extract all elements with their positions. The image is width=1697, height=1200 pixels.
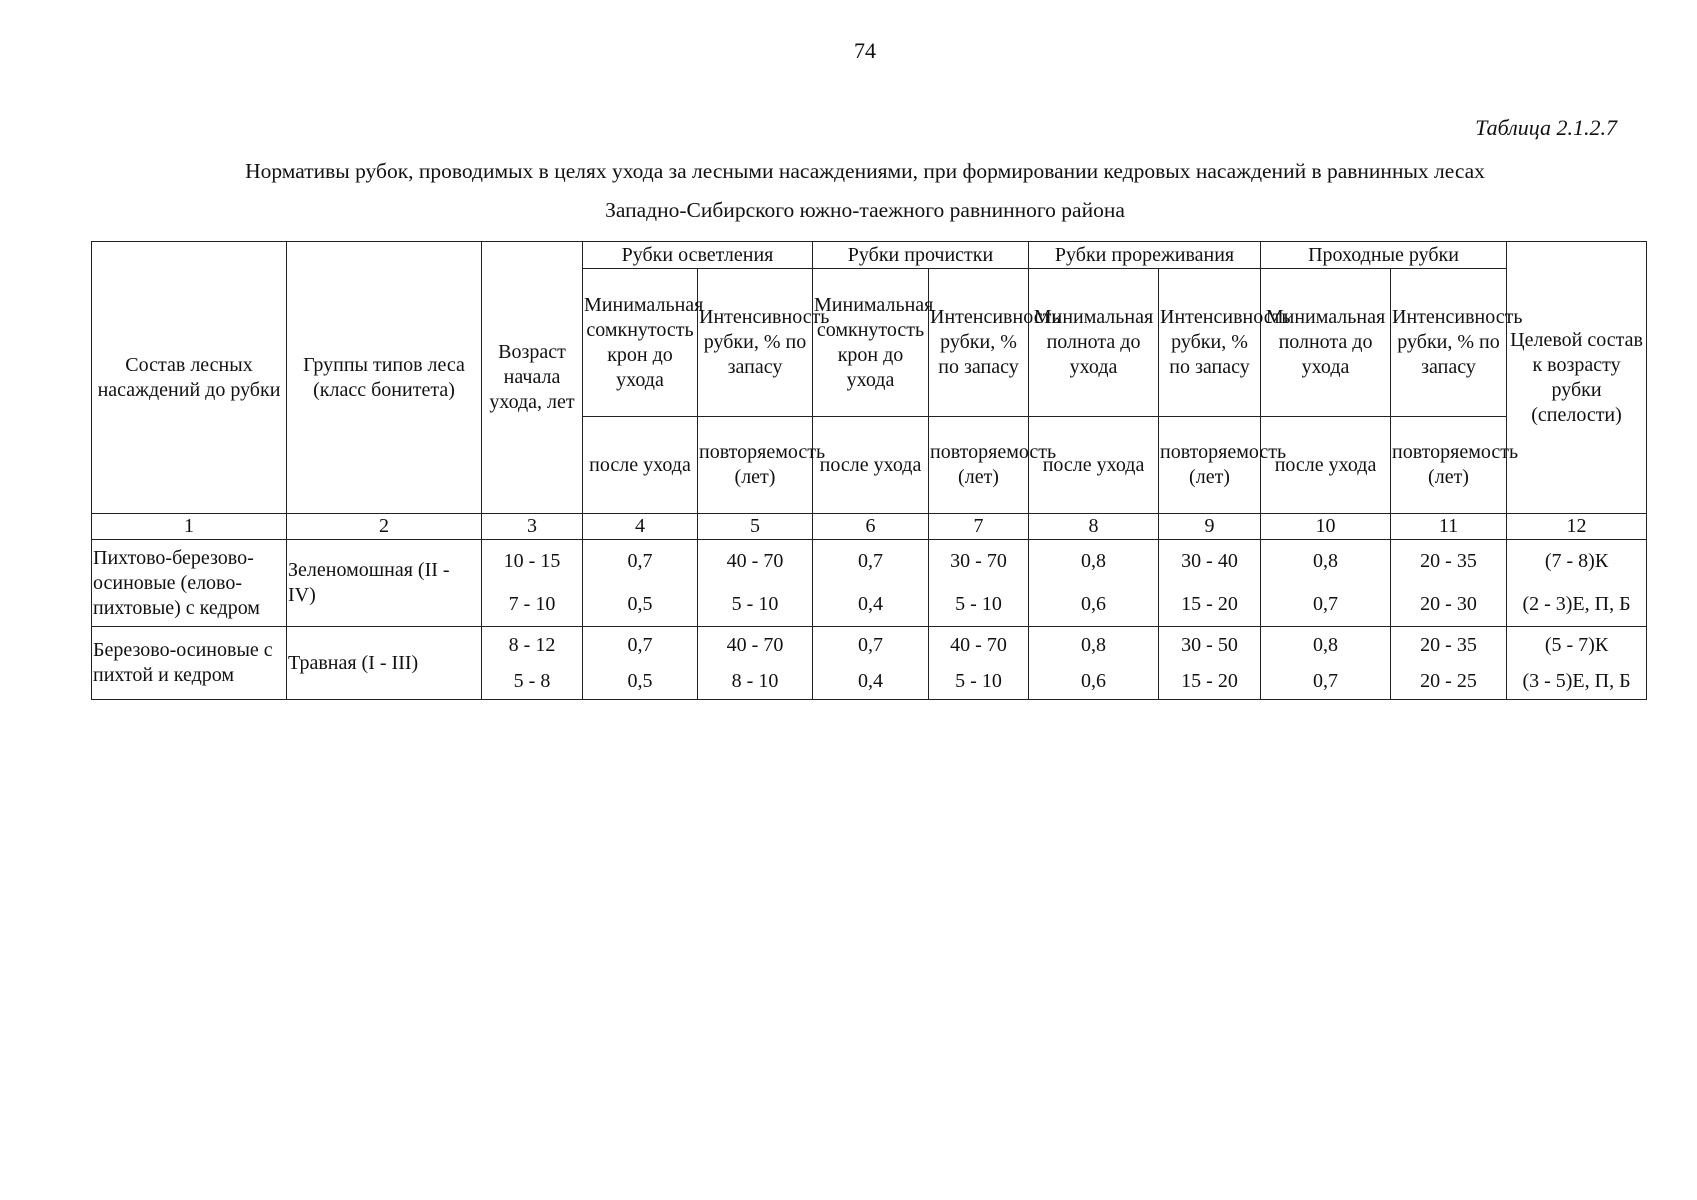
cell-value: (2 - 3)Е, П, Б — [1522, 593, 1631, 615]
cell-value: 40 - 70 — [950, 633, 1007, 656]
cell-value: 5 - 10 — [731, 593, 779, 615]
header-sub-bottom: повторяемость (лет) — [698, 417, 813, 514]
cell-value: 8 - 10 — [731, 669, 779, 692]
cell-value: 15 - 20 — [1181, 593, 1238, 615]
data-cell — [929, 540, 1029, 627]
cell-value: 0,7 — [858, 550, 883, 572]
page-number: 74 — [854, 38, 876, 63]
header-start-age: Возраст начала ухода, лет — [482, 242, 583, 514]
column-number: 10 — [1261, 514, 1391, 540]
cell-value: 0,5 — [627, 669, 653, 692]
cell-value: 0,8 — [1081, 550, 1107, 572]
data-cell — [1029, 627, 1159, 700]
cell-value: 0,7 — [627, 550, 653, 572]
cell-value: 40 - 70 — [726, 633, 784, 656]
table-title-line-2: Западно-Сибирского южно-таежного равнинного района — [605, 198, 1125, 222]
header-group-passing: Проходные рубки — [1261, 242, 1507, 269]
column-number: 6 — [813, 514, 929, 540]
row-composition: Березово-осиновые с пихтой и кедром — [92, 627, 287, 700]
row-composition: Пихтово-березово-осиновые (елово-пихтовые) с кедром — [92, 540, 287, 627]
header-sub-bottom: повторяемость (лет) — [1391, 417, 1507, 514]
data-cell — [1261, 627, 1391, 700]
column-number: 5 — [698, 514, 813, 540]
cell-value: 0,6 — [1081, 593, 1107, 615]
cell-value: 15 - 20 — [1181, 669, 1238, 692]
data-cell — [482, 540, 583, 627]
cell-value: 0,8 — [1313, 550, 1339, 572]
cell-value: 20 - 30 — [1420, 593, 1477, 615]
header-composition: Состав лесных насаждений до рубки — [92, 242, 287, 514]
row-forest-type: Травная (I - III) — [287, 627, 482, 700]
cell-value: 20 - 35 — [1420, 550, 1477, 572]
header-sub-bottom: повторяемость (лет) — [929, 417, 1029, 514]
data-cell — [1261, 540, 1391, 627]
header-sub-top: Минимальная сомкнутость крон до ухода — [813, 269, 929, 417]
cell-value: 7 - 10 — [508, 593, 556, 615]
cell-value: 0,7 — [858, 633, 883, 656]
data-cell — [1507, 540, 1647, 627]
header-sub-bottom: после ухода — [1029, 417, 1159, 514]
header-group-cleaning: Рубки прочистки — [813, 242, 1029, 269]
header-sub-top: Интенсивность рубки, % по запасу — [1159, 269, 1261, 417]
cell-value: 0,6 — [1081, 669, 1107, 692]
cell-value: 0,8 — [1313, 633, 1339, 656]
data-cell — [583, 540, 698, 627]
table-label: Таблица 2.1.2.7 — [1475, 115, 1617, 140]
cell-value: 30 - 50 — [1181, 633, 1238, 656]
header-sub-top: Минимальная сомкнутость крон до ухода — [583, 269, 698, 417]
table-title-line-1: Нормативы рубок, проводимых в целях ухода за лесными насаждениями, при формировании кедровых насаждений в равнинных лесах — [245, 159, 1485, 183]
header-sub-top: Минимальная полнота до ухода — [1261, 269, 1391, 417]
column-number: 1 — [92, 514, 287, 540]
row-forest-type: Зеленомошная (II - IV) — [287, 540, 482, 627]
header-group-thinning: Рубки прореживания — [1029, 242, 1261, 269]
cell-value: (5 - 7)К — [1544, 633, 1609, 656]
column-number: 4 — [583, 514, 698, 540]
cell-value: 30 - 70 — [950, 550, 1007, 572]
data-cell — [813, 627, 929, 700]
data-cell — [482, 627, 583, 700]
cell-value: 40 - 70 — [726, 550, 784, 572]
header-target: Целевой состав к возрасту рубки (спелости) — [1507, 242, 1647, 514]
cell-value: 0,7 — [1313, 669, 1339, 692]
column-number-row — [92, 514, 1647, 540]
data-cell — [1159, 540, 1261, 627]
column-number: 11 — [1391, 514, 1507, 540]
cell-value: 10 - 15 — [503, 550, 561, 572]
data-cell — [1391, 627, 1507, 700]
header-forest-types: Группы типов леса (класс бонитета) — [287, 242, 482, 514]
cell-value: 5 - 10 — [955, 669, 1002, 692]
cell-value: 5 - 10 — [955, 593, 1002, 615]
cell-value: 0,8 — [1081, 633, 1107, 656]
cell-value: 5 - 8 — [513, 669, 551, 692]
header-sub-top: Минимальная полнота до ухода — [1029, 269, 1159, 417]
header-sub-top: Интенсивность рубки, % по запасу — [698, 269, 813, 417]
data-cell — [1391, 540, 1507, 627]
cell-value: 20 - 35 — [1420, 633, 1477, 656]
cell-value: 0,5 — [627, 593, 653, 615]
cell-value: 0,4 — [858, 593, 883, 615]
table-row — [92, 540, 1647, 627]
data-cell — [698, 540, 813, 627]
data-cell — [698, 627, 813, 700]
column-number: 3 — [482, 514, 583, 540]
column-number: 7 — [929, 514, 1029, 540]
cell-value: (3 - 5)Е, П, Б — [1522, 669, 1631, 692]
cell-value: 30 - 40 — [1181, 550, 1238, 572]
header-sub-top: Интенсивность рубки, % по запасу — [1391, 269, 1507, 417]
cell-value: (7 - 8)К — [1544, 550, 1609, 572]
cell-value: 20 - 25 — [1420, 669, 1477, 692]
header-sub-top: Интенсивность рубки, % по запасу — [929, 269, 1029, 417]
data-cell — [1507, 627, 1647, 700]
header-sub-bottom: после ухода — [813, 417, 929, 514]
column-number: 8 — [1029, 514, 1159, 540]
data-cell — [929, 627, 1029, 700]
data-cell — [1159, 627, 1261, 700]
column-number: 12 — [1507, 514, 1647, 540]
column-number: 2 — [287, 514, 482, 540]
cell-value: 0,4 — [858, 669, 883, 692]
data-cell — [583, 627, 698, 700]
header-sub-bottom: после ухода — [583, 417, 698, 514]
data-cell — [813, 540, 929, 627]
header-sub-bottom: повторяемость (лет) — [1159, 417, 1261, 514]
header-sub-bottom: после ухода — [1261, 417, 1391, 514]
data-cell — [1029, 540, 1159, 627]
cell-value: 0,7 — [1313, 593, 1339, 615]
header-group-clearing: Рубки осветления — [583, 242, 813, 269]
column-number: 9 — [1159, 514, 1261, 540]
table-row — [92, 627, 1647, 700]
cell-value: 8 - 12 — [508, 633, 556, 656]
norms-table — [91, 241, 1647, 700]
cell-value: 0,7 — [627, 633, 653, 656]
